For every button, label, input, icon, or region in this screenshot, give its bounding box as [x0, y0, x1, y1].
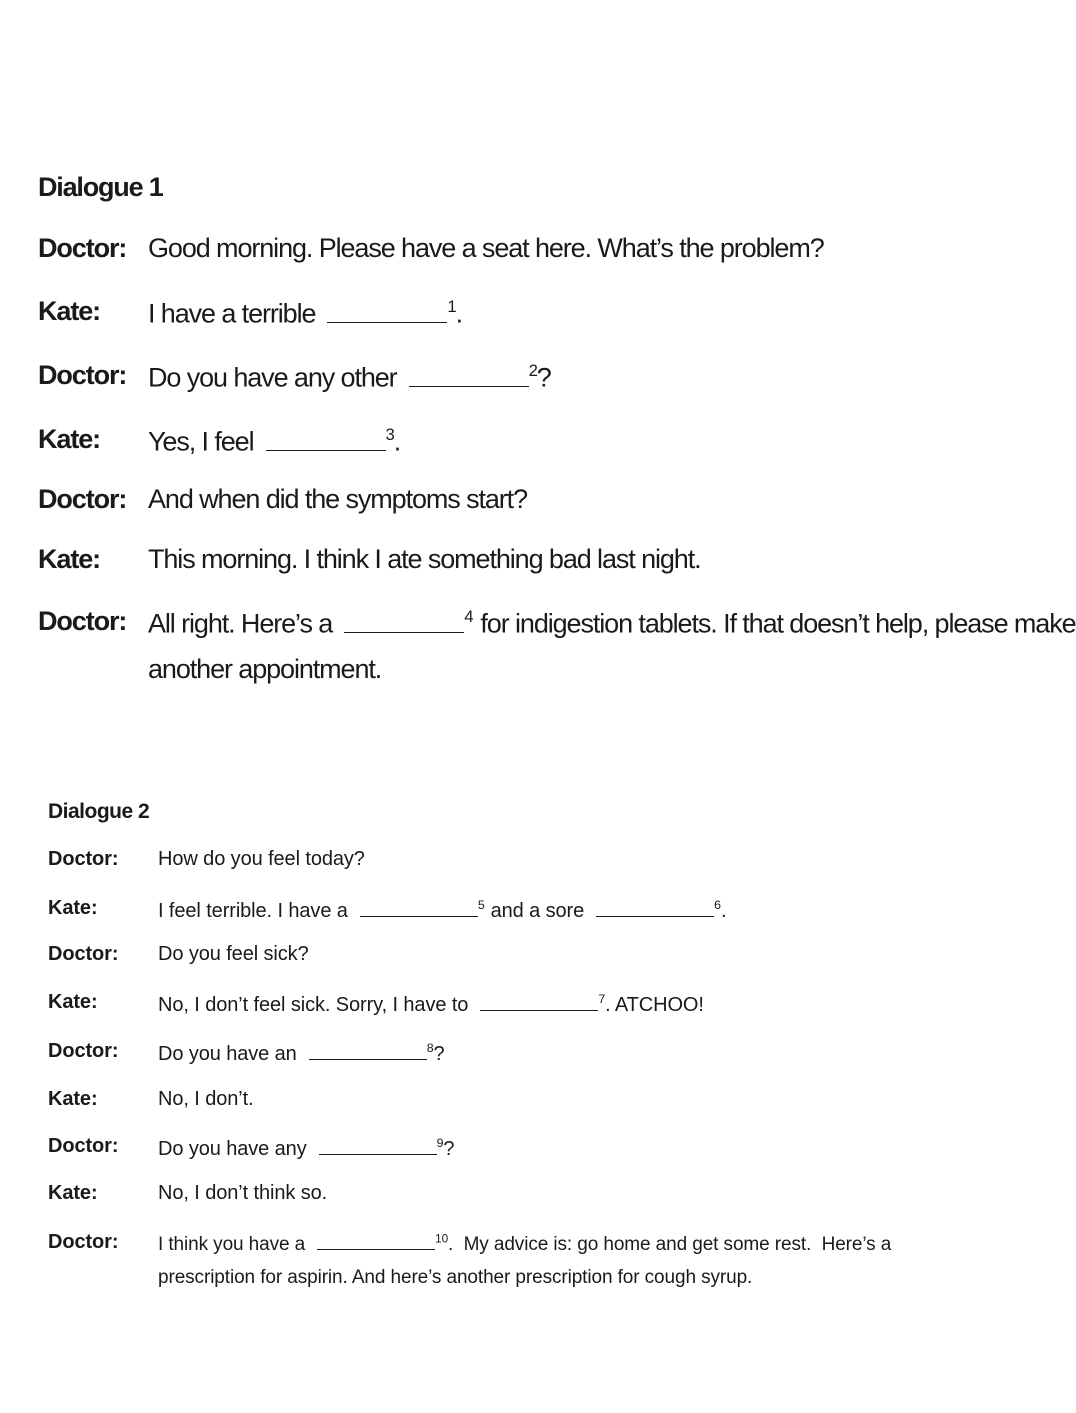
line-text: Yes, I feel $^3$. — [148, 424, 401, 457]
speaker-label: Doctor: — [48, 1040, 119, 1062]
line-text: Do you feel sick? — [158, 943, 309, 965]
blank-number: 7 — [598, 991, 606, 1006]
blank-number: 10 — [435, 1232, 449, 1246]
speaker-label: Doctor: — [48, 1231, 119, 1253]
line-text: another appointment. — [148, 654, 382, 684]
blank-number: 6 — [714, 897, 721, 912]
dialogue-title: Dialogue 1 — [38, 172, 163, 202]
line-text: Do you have an $^8$? — [158, 1040, 445, 1065]
speaker-label: Doctor: — [48, 1135, 119, 1157]
line-text: And when did the symptoms start? — [148, 484, 528, 514]
blank-number: 4 — [464, 606, 473, 626]
line-text: I feel terrible. I have a $^5$ and a sore $^6$. — [158, 897, 727, 922]
blank-number: 3 — [385, 424, 394, 444]
blank-number: 5 — [477, 897, 485, 912]
speaker-label: Kate: — [38, 424, 101, 454]
answer-blank[interactable] — [360, 897, 478, 917]
line-text: prescription for aspirin. And here’s another prescription for cough syrup. — [158, 1267, 753, 1288]
speaker-label: Kate: — [48, 991, 98, 1013]
speaker-label: Kate: — [38, 544, 101, 574]
speaker-label: Kate: — [48, 897, 98, 919]
blank-number: 8 — [426, 1040, 434, 1055]
speaker-label: Kate: — [48, 1182, 98, 1204]
line-text: I think you have a $^{10}$. My advice is: go home and get some rest. Here’s a — [158, 1232, 892, 1256]
answer-blank[interactable] — [596, 897, 714, 917]
line-text: All right. Here’s a $^4$ for indigestion tablets. If that doesn’t help, please make — [148, 606, 1076, 639]
line-text: No, I don’t feel sick. Sorry, I have to $^7$. ATCHOO! — [158, 991, 704, 1016]
line-text: This morning. I think I ate something bad last night. — [148, 544, 701, 574]
speaker-label: Doctor: — [48, 943, 119, 965]
blank-number: 2 — [528, 360, 537, 380]
line-text: Good morning. Please have a seat here. What’s the problem? — [148, 233, 824, 263]
answer-blank[interactable] — [319, 1135, 437, 1155]
answer-blank[interactable] — [309, 1040, 427, 1060]
line-text: No, I don’t think so. — [158, 1182, 328, 1204]
speaker-label: Doctor: — [48, 848, 119, 870]
speaker-label: Doctor: — [38, 606, 127, 636]
blank-number: 1 — [447, 296, 456, 316]
speaker-label: Doctor: — [38, 360, 127, 390]
blank-number: 9 — [436, 1135, 444, 1150]
line-text: I have a terrible $^1$. — [148, 296, 463, 329]
line-text: Do you have any other $^2$? — [148, 360, 551, 393]
answer-blank[interactable] — [317, 1231, 435, 1250]
line-text: How do you feel today? — [158, 848, 365, 870]
speaker-label: Doctor: — [38, 484, 127, 514]
speaker-label: Kate: — [38, 296, 101, 326]
speaker-label: Doctor: — [38, 233, 127, 263]
line-text: Do you have any $^9$? — [158, 1135, 455, 1160]
line-text: No, I don’t. — [158, 1088, 254, 1110]
speaker-label: Kate: — [48, 1088, 98, 1110]
dialogue-title: Dialogue 2 — [48, 800, 150, 823]
answer-blank[interactable] — [480, 991, 598, 1011]
